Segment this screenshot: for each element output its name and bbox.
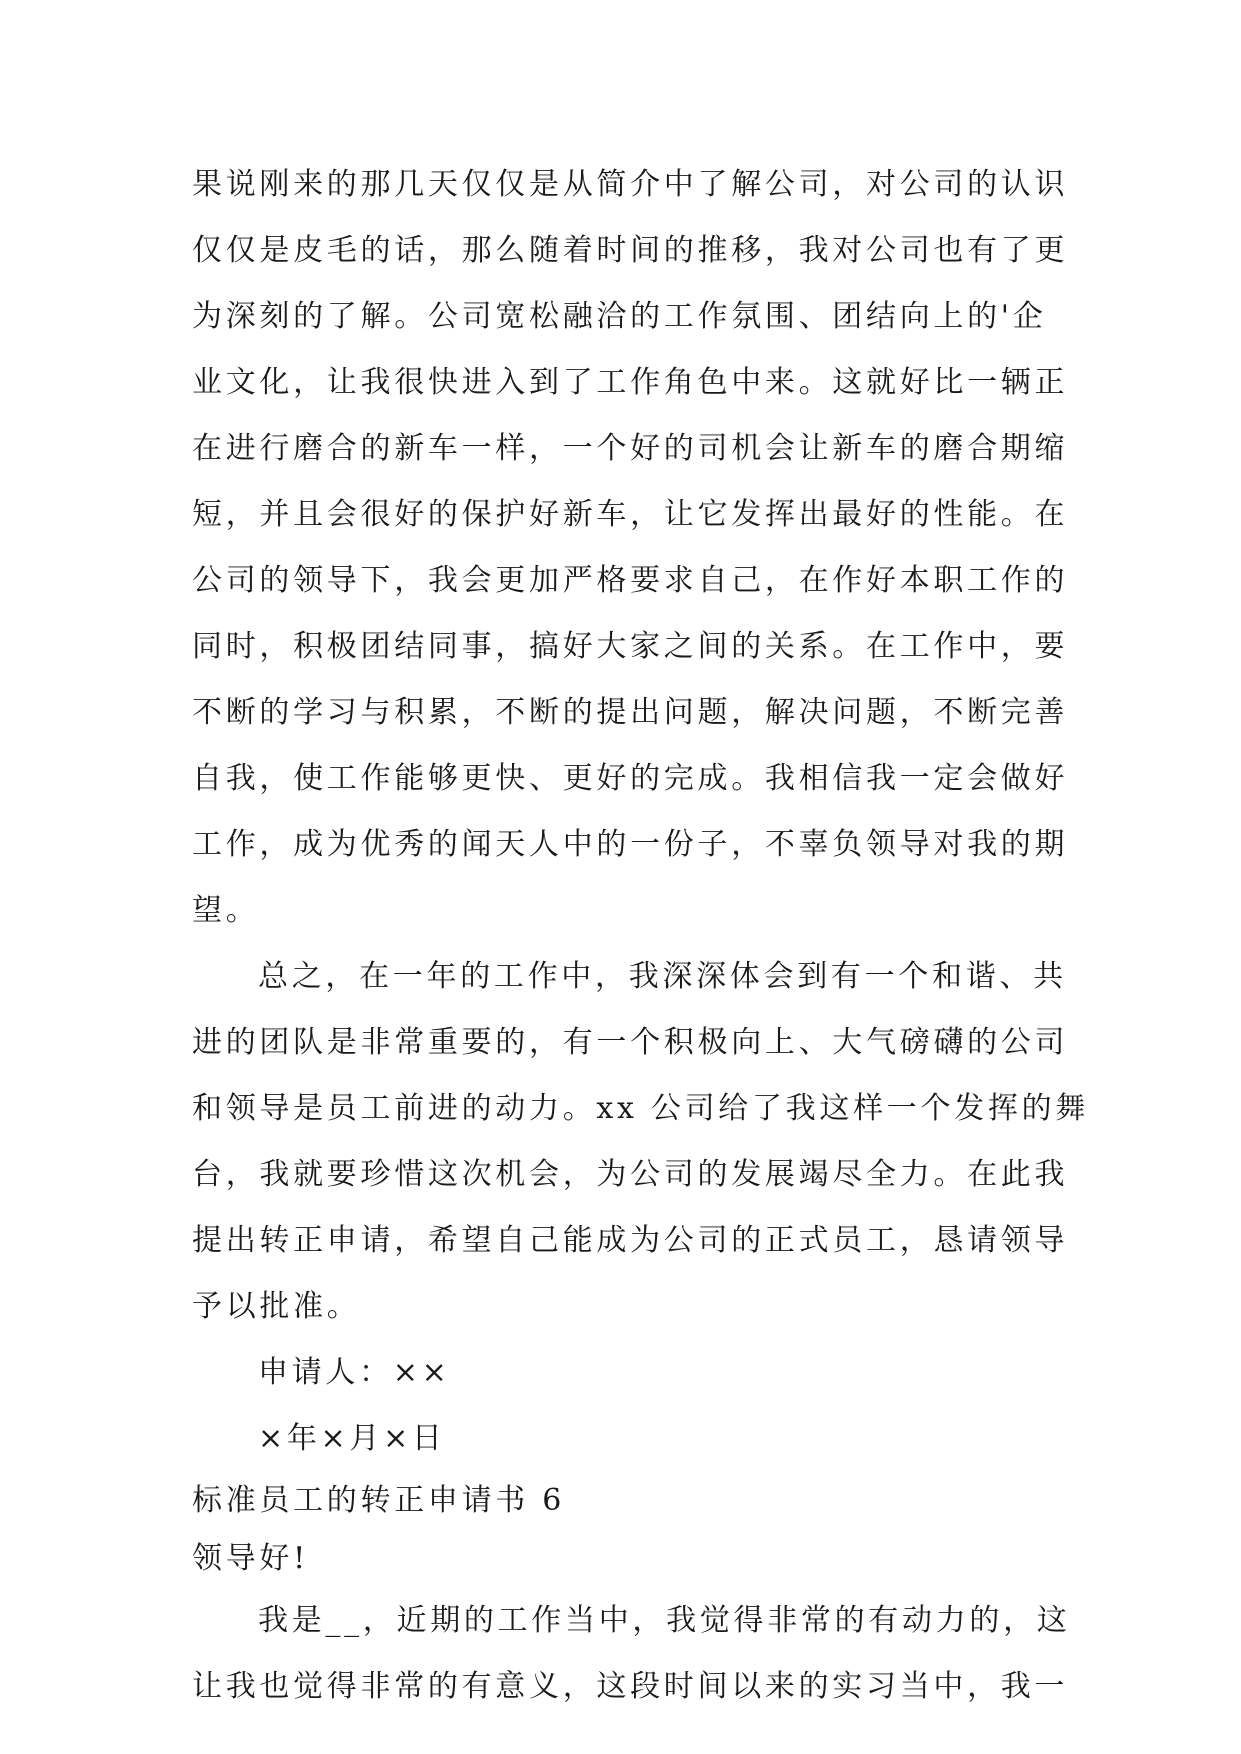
text-line: 仅仅是皮毛的话，那么随着时间的推移，我对公司也有了更 [192, 233, 1069, 268]
text-line: 果说刚来的那几天仅仅是从简介中了解公司，对公司的认识 [192, 167, 1069, 202]
text-line: 自我，使工作能够更快、更好的完成。我相信我一定会做好 [192, 761, 1069, 796]
text-line: 不断的学习与积累，不断的提出问题，解决问题，不断完善 [192, 695, 1069, 730]
greeting: 领导好! [192, 1541, 309, 1576]
text-line: 我是__，近期的工作当中，我觉得非常的有动力的，这 [258, 1603, 1071, 1638]
text-line: 工作，成为优秀的闻天人中的一份子，不辜负领导对我的期 [192, 827, 1069, 862]
text-line: 和领导是员工前进的动力。xx 公司给了我这样一个发挥的舞 [192, 1091, 1089, 1126]
text-line: 短，并且会很好的保护好新车，让它发挥出最好的性能。在 [192, 497, 1069, 532]
text-line: 台，我就要珍惜这次机会，为公司的发展竭尽全力。在此我 [192, 1157, 1069, 1192]
signature-date: ×年×月×日 [258, 1421, 446, 1456]
text-line: 予以批准。 [192, 1289, 361, 1324]
document-body [192, 152, 1089, 1720]
text-line: 望。 [192, 893, 260, 928]
text-line: 在进行磨合的新车一样，一个好的司机会让新车的磨合期缩 [192, 431, 1069, 466]
text-line: 业文化，让我很快进入到了工作角色中来。这就好比一辆正 [192, 365, 1069, 400]
applicant-signature: 申请人：×× [258, 1355, 451, 1390]
text-line: 为深刻的了解。公司宽松融洽的工作氛围、团结向上的'企 [192, 299, 1047, 334]
text-line: 同时，积极团结同事，搞好大家之间的关系。在工作中，要 [192, 629, 1069, 664]
paragraph-3 [192, 1588, 1071, 1720]
paragraph-1 [192, 152, 1069, 944]
text-line: 总之，在一年的工作中，我深深体会到有一个和谐、共 [258, 959, 1067, 994]
text-line: 公司的领导下，我会更加严格要求自己，在作好本职工作的 [192, 563, 1069, 598]
text-line: 让我也觉得非常的有意义，这段时间以来的实习当中，我一 [192, 1669, 1069, 1704]
text-line: 进的团队是非常重要的，有一个积极向上、大气磅礴的公司 [192, 1025, 1069, 1060]
text-line: 提出转正申请，希望自己能成为公司的正式员工，恳请领导 [192, 1223, 1069, 1258]
paragraph-2 [192, 944, 1089, 1340]
section-heading: 标准员工的转正申请书 6 [192, 1483, 566, 1518]
